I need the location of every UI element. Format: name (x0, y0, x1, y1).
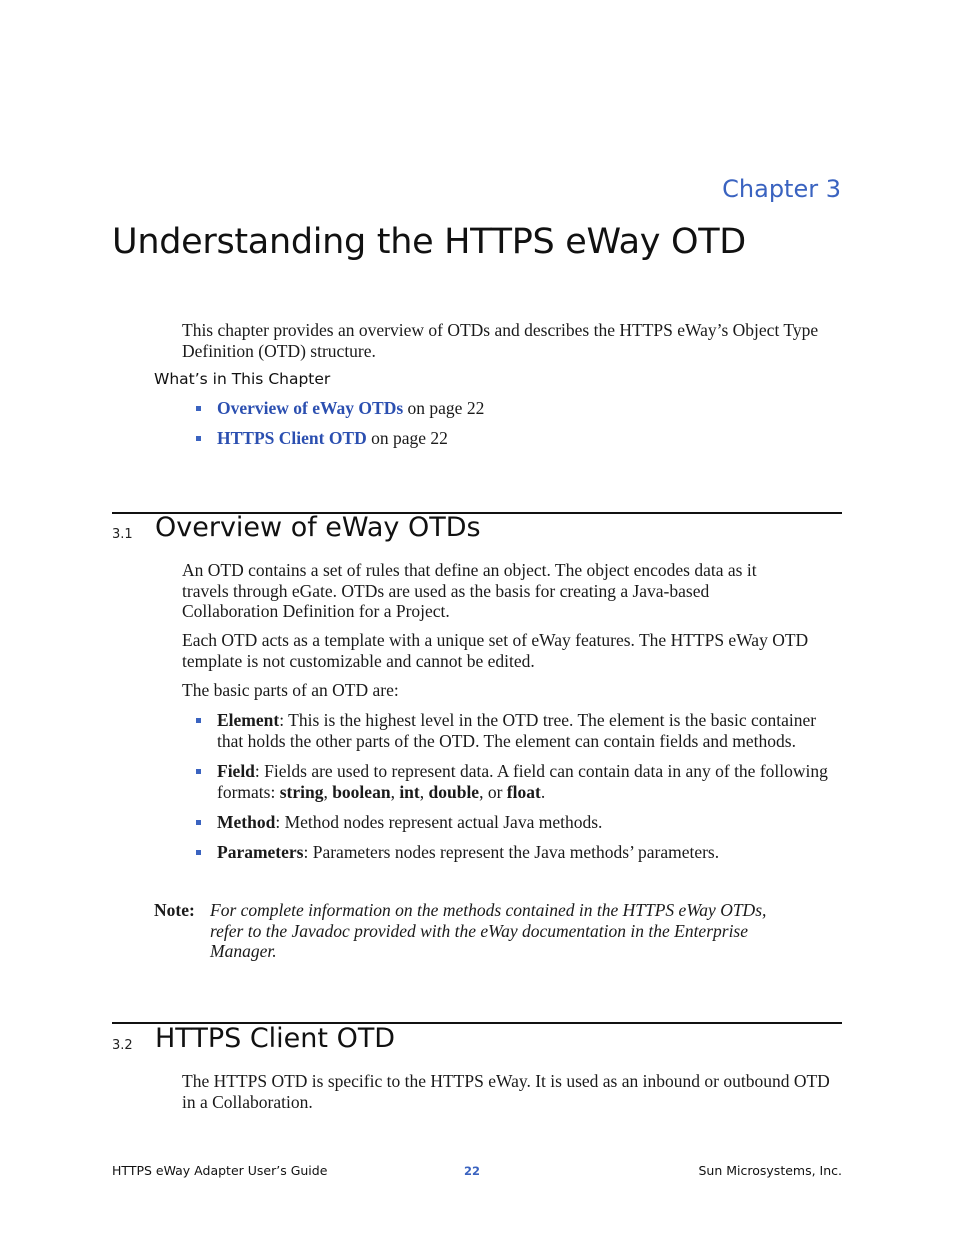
term-description: : This is the highest level in the OTD tree. The element is the basic container that holds the other parts of the OTD. The element can contain fields and methods. (217, 710, 817, 751)
bullet-square-icon (196, 850, 201, 855)
format-name: double (428, 781, 480, 802)
term-description: : Parameters nodes represent the Java methods’ parameters. (303, 841, 720, 862)
section-paragraph: The HTTPS OTD is specific to the HTTPS eWay. It is used as an inbound or outbound OTD in a Collaboration. (182, 1071, 830, 1112)
list-item (196, 428, 836, 449)
bullet-square-icon (196, 436, 201, 441)
link-page-ref: on page 22 (403, 398, 485, 418)
note-label: Note: (154, 900, 195, 920)
link-page-ref: on page 22 (366, 428, 448, 448)
bullet-square-icon (196, 406, 201, 411)
chapter-contents-list (196, 398, 836, 449)
bullet-square-icon (196, 769, 201, 774)
separator: , (323, 781, 333, 802)
term: Method (217, 812, 276, 832)
format-name: int (399, 781, 420, 802)
section-paragraph: The basic parts of an OTD are: (182, 680, 399, 700)
link-overview-of-eway-otds[interactable]: Overview of eWay OTDs (217, 398, 404, 418)
section-paragraph: An OTD contains a set of rules that define an object. The object encodes data as it travels through eGate. OTDs are used as the basis for creating a Java-based Collaboration Definition for a Project. (182, 560, 757, 621)
intro-paragraph: This chapter provides an overview of OTDs and describes the HTTPS eWay’s Object Type Definition (OTD) structure. (182, 320, 819, 361)
footer-document-title: HTTPS eWay Adapter User’s Guide (112, 1163, 328, 1178)
section-number: 3.2 (112, 1038, 133, 1053)
list-item (196, 761, 841, 802)
list-item (196, 398, 836, 428)
chapter-label: Chapter 3 (722, 175, 841, 203)
otd-parts-list (196, 710, 841, 862)
footer-company: Sun Microsystems, Inc. (698, 1163, 842, 1178)
format-name: float (506, 781, 541, 802)
list-item (196, 710, 841, 751)
section-title: HTTPS Client OTD (155, 1023, 396, 1054)
section-number: 3.1 (112, 527, 133, 542)
separator: , (390, 781, 400, 802)
note-text: For complete information on the methods contained in the HTTPS eWay OTDs, refer to the Javadoc provided with the eWay documentation in the Enterprise Manager. (210, 900, 767, 961)
chapter-title: Understanding the HTTPS eWay OTD (112, 222, 746, 262)
whats-in-chapter-heading: What’s in This Chapter (154, 370, 331, 388)
list-item (196, 842, 841, 863)
link-https-client-otd[interactable]: HTTPS Client OTD (217, 428, 367, 448)
list-item (196, 812, 841, 833)
term: Parameters (217, 841, 304, 862)
term: Element (217, 710, 280, 730)
term-description: : Fields are used to represent data. A field can contain data in any of the following formats: (217, 761, 828, 802)
bullet-square-icon (196, 718, 201, 723)
section-title: Overview of eWay OTDs (155, 512, 481, 543)
section-paragraph: Each OTD acts as a template with a unique set of eWay features. The HTTPS eWay OTD template is not customizable and cannot be edited. (182, 630, 809, 671)
term: Field (217, 761, 255, 781)
format-name: string (279, 781, 324, 802)
separator: , or (479, 781, 507, 802)
separator: . (540, 781, 546, 802)
footer-page-number: 22 (464, 1164, 481, 1178)
separator: , (419, 781, 429, 802)
term-description: : Method nodes represent actual Java methods. (275, 812, 603, 832)
bullet-square-icon (196, 820, 201, 825)
format-name: boolean (332, 781, 391, 802)
